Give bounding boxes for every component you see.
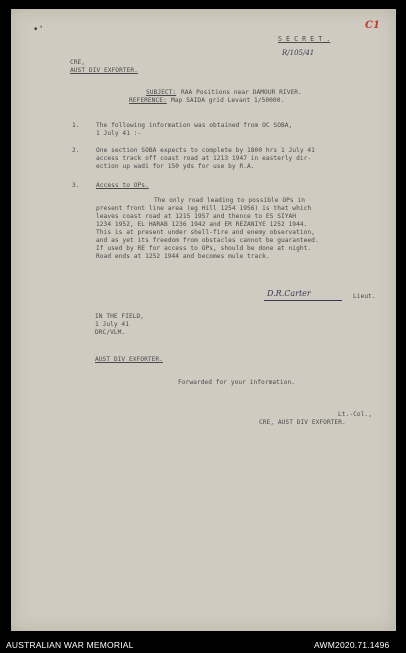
para2-line: One section SOBA expects to complete by 1800 hrs 1 July 41 — [96, 147, 315, 154]
pen-mark-icon: •' — [33, 25, 44, 35]
para3-line: 1234 1952, EL HARAB 1236 1942 and ER REZANIYE 1252 1944. — [96, 221, 308, 228]
subject-label: SUBJECT: — [146, 89, 177, 96]
para1-number: 1. — [72, 122, 80, 129]
para3-line: present front line area (eg Hill 1254 1956) is that which — [96, 205, 312, 212]
second-addressee: AUST DIV EXFORTER. — [95, 356, 163, 363]
para3-number: 3. — [72, 182, 80, 189]
place-line: IN THE FIELD, — [95, 313, 145, 320]
para3-line: and as yet its freedom from obstacles cannot be guaranteed. — [96, 237, 319, 244]
reference-text: Map SAIDA grid Levant 1/50000. — [171, 97, 285, 104]
addressee-line-1: CRE, — [70, 59, 86, 66]
date-line: 1 July 41 — [95, 321, 129, 328]
reference-number: R/105/41 — [282, 49, 315, 57]
para3-line: This is at present under shell-fire and enemy observation, — [96, 229, 315, 236]
para3-line: leaves coast road at 1215 1957 and thence to ES SIYAH — [96, 213, 297, 220]
para2-line: access track off coast road at 1213 1947 in easterly dir- — [96, 155, 312, 162]
reference-label: REFERENCE: — [129, 97, 167, 104]
para3-line: Road ends at 1252 1944 and becomes mule track. — [96, 253, 270, 260]
para2-line: ection up wadi for 150 yds for use by R.A. — [96, 163, 255, 170]
closing-rank: Lt.-Col., — [338, 411, 372, 418]
para2-number: 2. — [72, 147, 80, 154]
handwritten-signature: D.R.Carter — [267, 289, 311, 298]
signature-line — [264, 300, 342, 301]
addressee-line-2: AUST DIV EXFORTER. — [70, 67, 138, 74]
initials-line: DRC/VLM. — [95, 329, 126, 336]
subject-text: RAA Positions near DAMOUR RIVER. — [181, 89, 302, 96]
signature-title: Lieut. — [353, 293, 376, 300]
para3-heading: Access to OPs. — [96, 182, 149, 189]
footer-accession-number: AWM2020.71.1496 — [314, 640, 390, 650]
closing-title: CRE, AUST DIV EXFORTER. — [259, 419, 346, 426]
classification: S E C R E T . — [278, 35, 331, 43]
document-page — [11, 9, 396, 631]
para3-line: The only road leading to possible OPs in — [154, 197, 306, 204]
corner-mark: C1 — [365, 20, 380, 31]
forwarded-note: Forwarded for your information. — [178, 379, 296, 386]
footer-institution: AUSTRALIAN WAR MEMORIAL — [6, 640, 134, 650]
para1-line: 1 July 41 :- — [96, 130, 142, 137]
para3-line: If used by RE for access to OPs, should be done at night. — [96, 245, 312, 252]
para1-line: The following information was obtained from OC SOBA, — [96, 122, 293, 129]
